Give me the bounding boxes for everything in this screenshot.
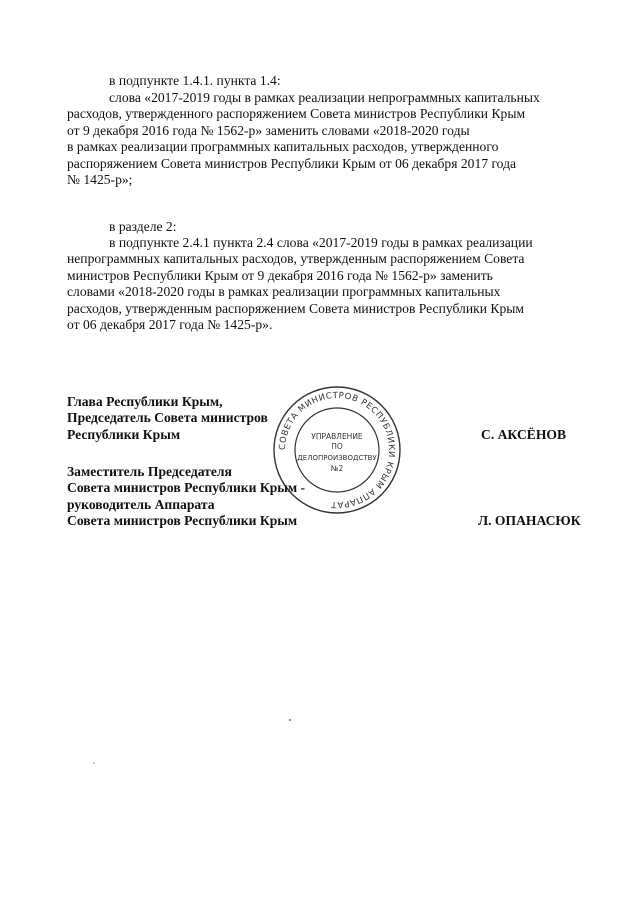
section2-line: непрограммных капитальных расходов, утвержденным распоряжением Совета [67,251,525,267]
stamp-center-line: №2 [330,464,344,473]
stamp-ring-text: СОВЕТА МИНИСТРОВ РЕСПУБЛИКИ КРЫМ АППАРАТ [277,390,397,510]
section2-line: от 06 декабря 2017 года № 1425-р». [67,317,273,333]
section1-line: расходов, утвержденного распоряжением Совета министров Республики Крым [67,106,526,122]
section1-body [67,90,587,188]
section1-line: в рамках реализации программных капитальных расходов, утвержденного [67,139,499,155]
section1-line: распоряжением Совета министров Республики Крым от 06 декабря 2017 года [67,155,517,171]
section2-line: словами «2018-2020 годы в рамках реализации программных капитальных [67,284,501,300]
scan-speck [289,719,291,721]
stamp-center-line: УПРАВЛЕНИЕ [311,432,363,441]
stamp-center-line: ПО [331,442,343,451]
section2-line: министров Республики Крым от 9 декабря 2016 года № 1562-р» заменить [67,267,493,283]
section1-line: № 1425-р»; [67,172,133,188]
section2-body [67,235,587,333]
section2-heading: в разделе 2: [109,219,177,234]
scan-speck [93,762,95,764]
deputy-signature-title: Заместитель Председателя Совета министров Республики Крым - руководитель Аппарата Совета министров Республики Крым [67,464,306,529]
section2-line: в подпункте 2.4.1 пункта 2.4 слова «2017-2019 годы в рамках реализации [109,235,533,250]
head-signature-title: Глава Республики Крым, Председатель Совета министров Республики Крым [67,394,268,442]
section1-heading: в подпункте 1.4.1. пункта 1.4: [109,73,281,88]
head-signature-name: С. АКСЁНОВ [481,427,567,442]
section1-line: от 9 декабря 2016 года № 1562-р» заменить словами «2018-2020 годы [67,122,470,138]
section1-line: слова «2017-2019 годы в рамках реализации непрограммных капитальных [109,90,540,105]
stamp-center-line: ДЕЛОПРОИЗВОДСТВУ [297,454,377,462]
deputy-signature-name: Л. ОПАНАСЮК [478,513,581,528]
section2-line: расходов, утвержденным распоряжением Совета министров Республики Крым [67,300,524,316]
